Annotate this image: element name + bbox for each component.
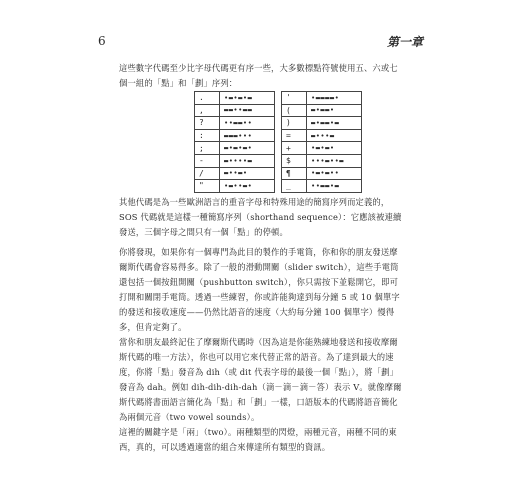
table-row — [195, 180, 362, 193]
column-gap — [275, 129, 282, 142]
punctuation-symbol: ? — [195, 117, 220, 130]
morse-punctuation-table — [194, 91, 362, 193]
column-gap — [275, 92, 282, 105]
table-row — [195, 129, 362, 142]
paragraph — [119, 245, 402, 335]
morse-code: ▬••••▬ — [220, 154, 275, 167]
paragraph-text: 當你和朋友最終記住了摩爾斯代碼時（因為這是你能熟練地發送和接收摩爾斯代碼的唯一方法），你也可以用它來代替正常的語音。為了達到最大的速度，你將「點」發音為 dih（或 dit 代表字母的最後一個「點」），將「劃」發音為 dah。例如 dih-dih-dih-dah（滴－滴－滴－答）表示 V。就像摩爾斯代碼將書面語言簡化為「點」和「劃」一樣，口語版本的代碼將語音簡化為兩個元音（two vowel sounds）。 — [119, 337, 402, 422]
morse-code: ▬•▬▬• — [307, 104, 362, 117]
morse-code: ▬•••▬ — [307, 129, 362, 142]
morse-code: •▬•▬• — [307, 142, 362, 155]
morse-code: ••▬▬•▬ — [307, 180, 362, 193]
paragraph — [119, 425, 402, 455]
punctuation-symbol: + — [282, 142, 307, 155]
morse-code: ••▬▬•• — [220, 117, 275, 130]
table-row — [195, 167, 362, 180]
chapter-title: 第一章 — [386, 35, 423, 49]
morse-code: ▬••▬• — [220, 167, 275, 180]
punctuation-symbol: " — [195, 180, 220, 193]
punctuation-symbol: - — [195, 154, 220, 167]
column-gap — [275, 104, 282, 117]
morse-code: •▬•▬•• — [307, 167, 362, 180]
morse-code: •▬•▬•▬ — [220, 92, 275, 105]
paragraph-text: 這些數字代碼至少比字母代碼更有序一些，大多數標點符號使用五、六或七個一組的「點」和「劃」序列： — [119, 63, 398, 88]
table-row — [195, 92, 362, 105]
morse-code: ▬•▬•▬• — [220, 142, 275, 155]
punctuation-symbol: ( — [282, 104, 307, 117]
table-row — [195, 154, 362, 167]
column-gap — [275, 167, 282, 180]
paragraph-text: 這裡的關鍵字是「兩」（two）。兩種類型的閃燈，兩種元音，兩種不同的東西，真的，可以透過適當的組合來傳達所有類型的資訊。 — [119, 427, 397, 452]
paragraph-text: 你將發現，如果你有一個專門為此目的製作的手電筒，你和你的朋友發送摩爾斯代碼會容易得多。除了一般的滑動開關（slider switch），這些手電筒還包括一個按鈕開關（pushbutton switch），你只需按下並鬆開它，即可打開和關閉手電筒。透過一些練習，你或許能夠達到每分鐘 5 或 10 個單字的發送和接收速度——仍然比語音的速度（大約每分鐘 100 個單字）慢得多，但肯定夠了。 — [119, 247, 400, 332]
morse-code: •▬••▬• — [220, 180, 275, 193]
punctuation-symbol: , — [195, 104, 220, 117]
column-gap — [275, 154, 282, 167]
punctuation-symbol: = — [282, 129, 307, 142]
morse-code: ▬▬▬••• — [220, 129, 275, 142]
punctuation-symbol: $ — [282, 154, 307, 167]
morse-code: ▬•▬▬•▬ — [307, 117, 362, 130]
punctuation-symbol: ; — [195, 142, 220, 155]
punctuation-symbol: ' — [282, 92, 307, 105]
morse-code: ▬▬••▬▬ — [220, 104, 275, 117]
column-gap — [275, 180, 282, 193]
punctuation-symbol: ¶ — [282, 167, 307, 180]
table-row — [195, 117, 362, 130]
morse-code: •••▬••▬ — [307, 154, 362, 167]
page-number: 6 — [98, 34, 106, 48]
punctuation-symbol: / — [195, 167, 220, 180]
punctuation-symbol: : — [195, 129, 220, 142]
table-row — [195, 142, 362, 155]
paragraph-text: 其他代碼是為一些歐洲語言的重音字母和特殊用途的簡寫序列而定義的，SOS 代碼就是這樣一種簡寫序列（shorthand sequence）：它應該被連續發送，三個字母之間只有一個「點」的停頓。 — [119, 197, 402, 237]
column-gap — [275, 117, 282, 130]
table-row — [195, 104, 362, 117]
paragraph — [119, 61, 402, 91]
morse-code: •▬▬▬▬• — [307, 92, 362, 105]
punctuation-symbol: . — [195, 92, 220, 105]
punctuation-symbol: ) — [282, 117, 307, 130]
column-gap — [275, 142, 282, 155]
punctuation-symbol: _ — [282, 180, 307, 193]
paragraph — [119, 335, 402, 425]
paragraph — [119, 195, 402, 240]
